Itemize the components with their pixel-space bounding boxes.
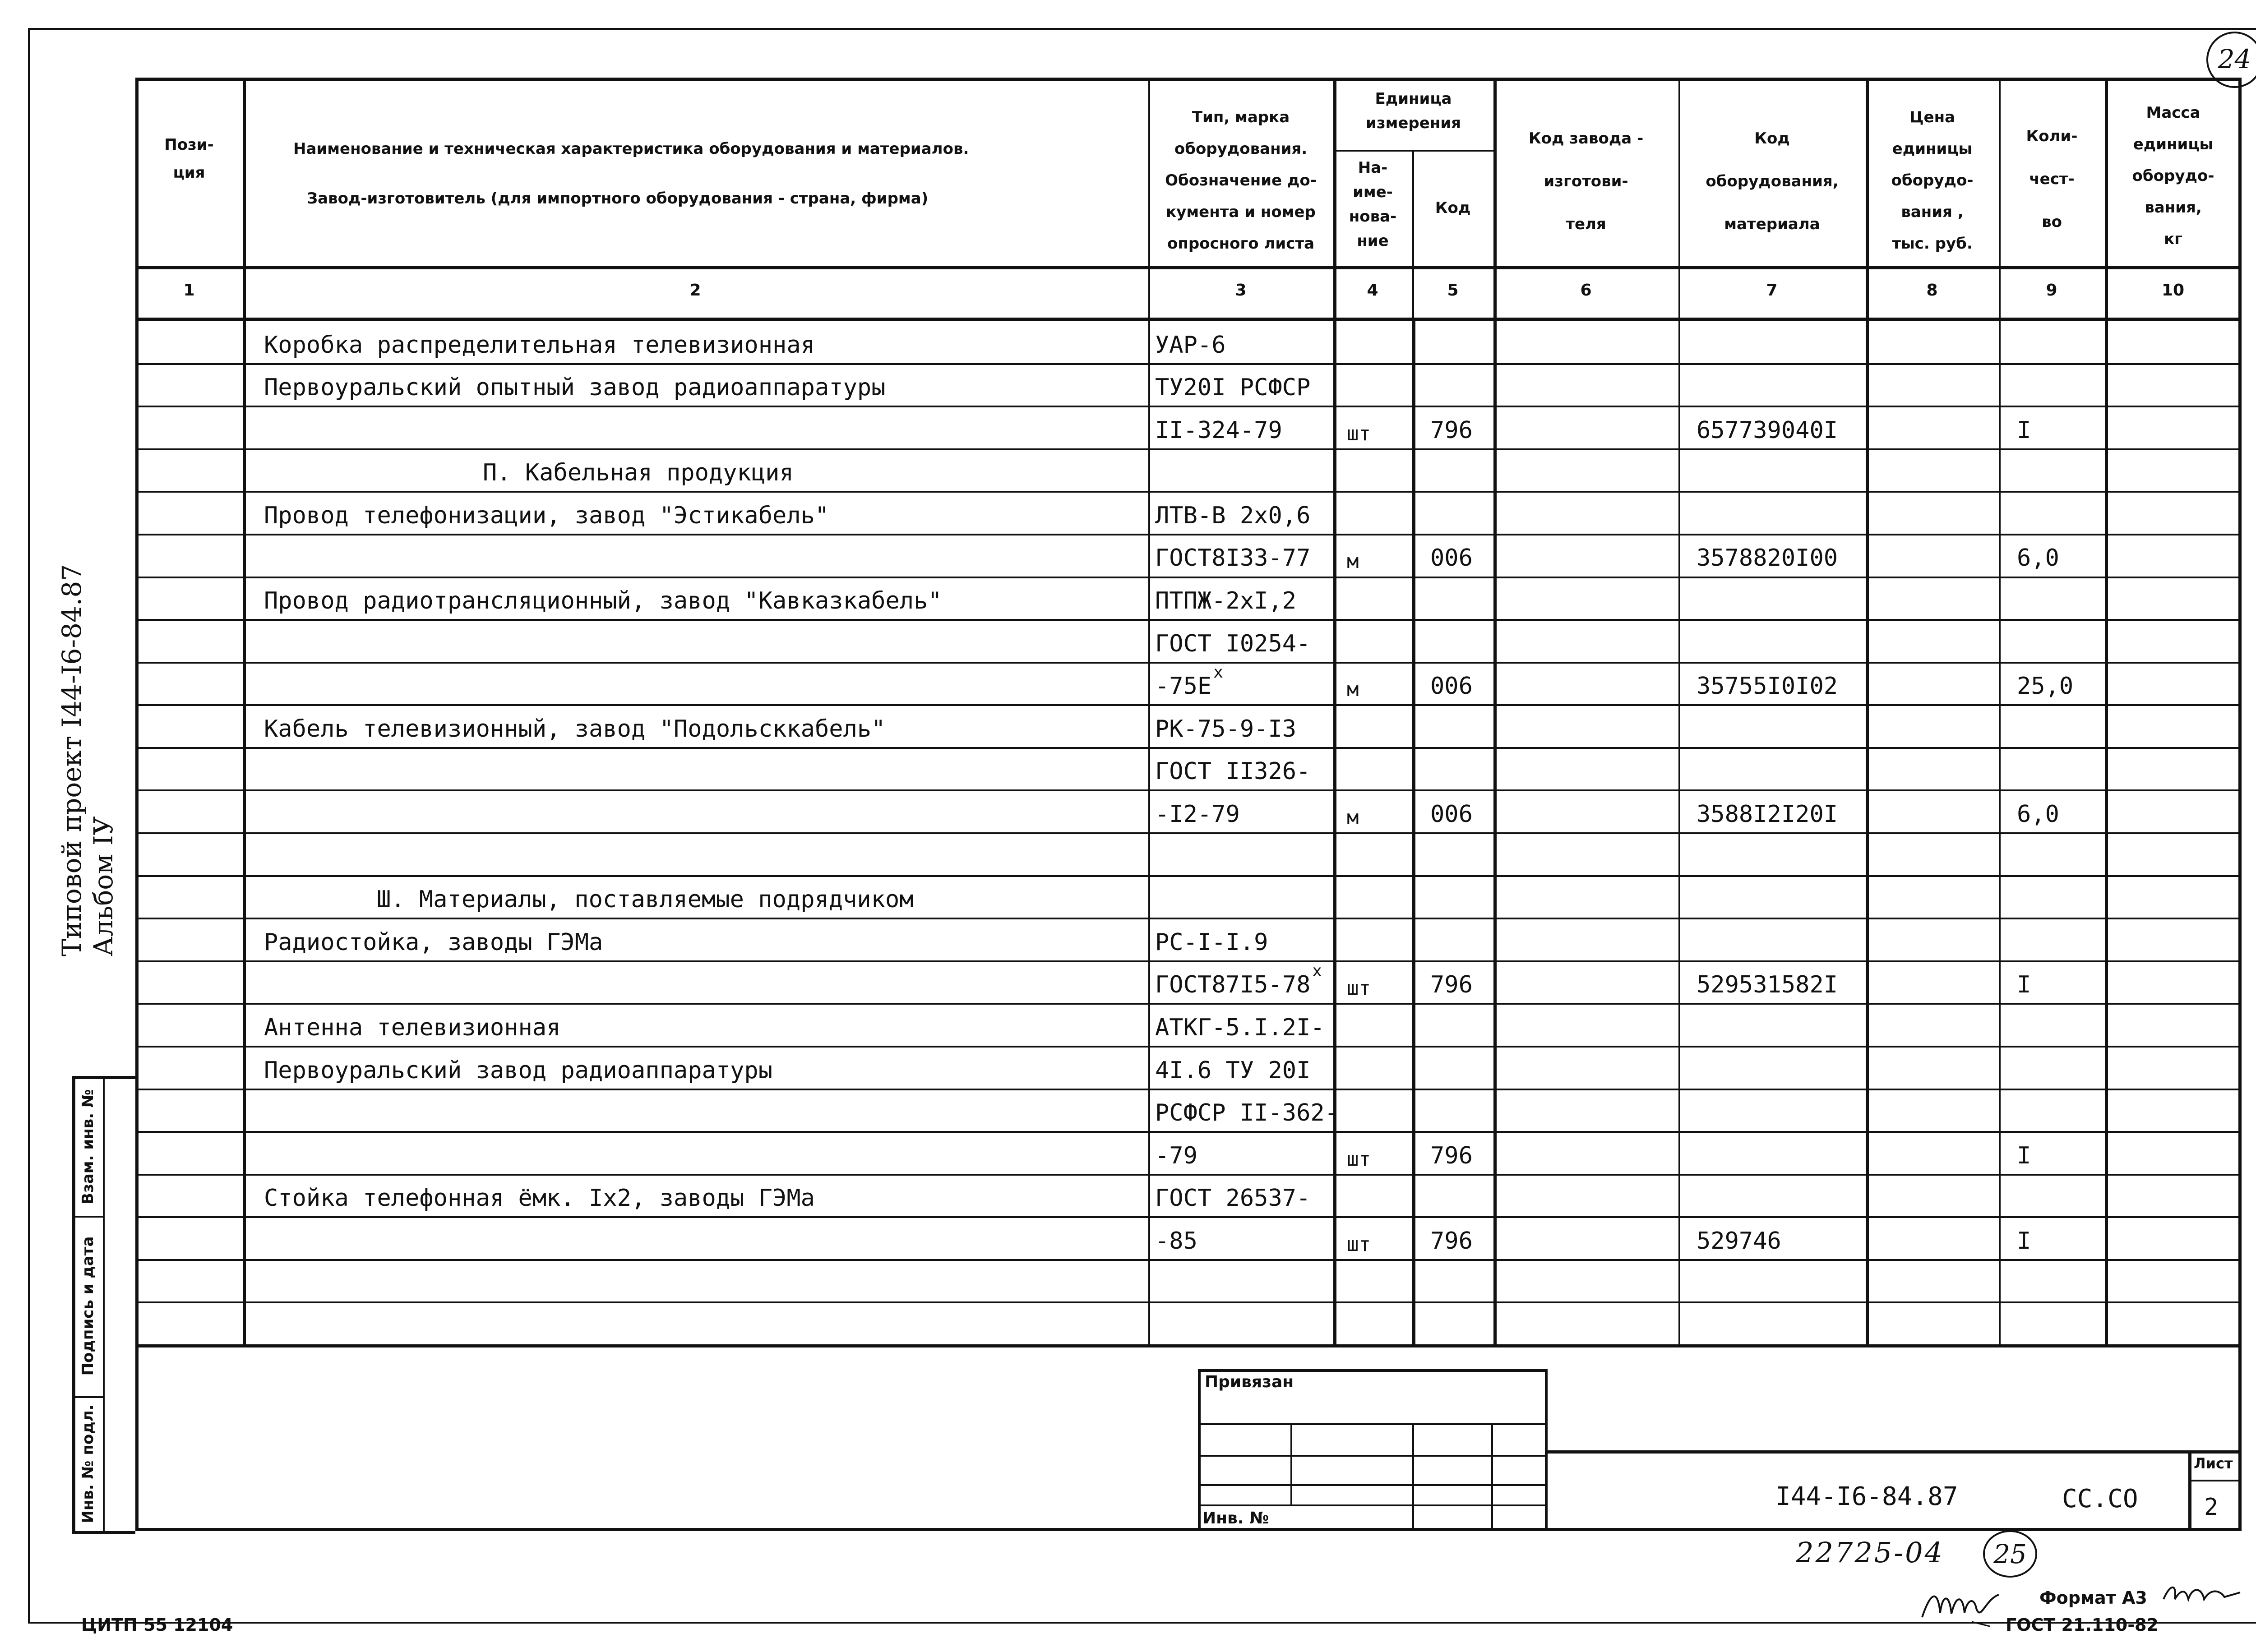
- item-name: Ш. Материалы, поставляемые подрядчиком: [377, 886, 914, 913]
- item-name: П. Кабельная продукция: [483, 459, 794, 486]
- sheet-label: Лист: [2194, 1455, 2233, 1472]
- page-number-circled-top: 24: [2206, 32, 2256, 88]
- row-divider: [135, 1131, 2242, 1133]
- row-divider: [135, 1046, 2242, 1047]
- item-type: ГОСТ87I5-78: [1155, 971, 1311, 998]
- row-divider: [135, 406, 2242, 407]
- item-type: -I2-79: [1155, 801, 1240, 828]
- superscript-mark: х: [1213, 663, 1223, 682]
- row-divider: [135, 448, 2242, 450]
- item-type: ГОСТ 26537-: [1155, 1185, 1311, 1212]
- item-type: ГОСТ I0254-: [1155, 630, 1311, 657]
- equipment-code: 3578820I00: [1697, 545, 1838, 572]
- format-label: Формат А3: [2039, 1588, 2147, 1608]
- equipment-code: 3588I2I20I: [1697, 801, 1838, 828]
- item-name: Радиостойка, заводы ГЭМа: [264, 929, 603, 956]
- row-divider: [135, 918, 2242, 919]
- page-number-circled-bottom: 25: [1983, 1530, 2037, 1578]
- item-type: ТУ20I РСФСР: [1155, 374, 1311, 401]
- row-divider: [135, 619, 2242, 621]
- column-number: 7: [1766, 281, 1778, 300]
- item-type: РК-75-9-I3: [1155, 715, 1297, 743]
- quantity: I: [2017, 1142, 2031, 1169]
- signature-small: [2161, 1579, 2242, 1610]
- item-name: Кабель телевизионный, завод "Подольсккабель": [264, 715, 886, 743]
- gost-label: ГОСТ 21.110-82: [2006, 1615, 2159, 1635]
- equipment-code: 657739040I: [1697, 417, 1838, 444]
- unit-name: шт: [1347, 1148, 1371, 1171]
- quantity: I: [2017, 1227, 2031, 1255]
- quantity: 6,0: [2017, 801, 2059, 828]
- archive-number: 22725-04: [1796, 1536, 1945, 1569]
- row-divider: [135, 747, 2242, 749]
- unit-name: м: [1347, 678, 1359, 701]
- item-type: ГОСТ8I33-77: [1155, 545, 1311, 572]
- superscript-mark: х: [1312, 962, 1322, 980]
- column-number: 1: [183, 281, 195, 300]
- item-name: Антенна телевизионная: [264, 1014, 561, 1041]
- unit-name: шт: [1347, 1233, 1371, 1256]
- column-number: 2: [689, 281, 701, 300]
- header-type: Тип, марка оборудования. Обозначение до- кумента и номер опросного листа: [1165, 108, 1317, 253]
- item-type: УАР-6: [1155, 332, 1226, 359]
- unit-code: 796: [1430, 1142, 1473, 1169]
- equipment-code: 35755I0I02: [1697, 673, 1838, 700]
- item-type: ЛТВ-В 2х0,6: [1155, 502, 1311, 529]
- header-unit-code: Код: [1435, 199, 1471, 217]
- unit-name: м: [1347, 550, 1359, 573]
- item-type: АТКГ-5.I.2I-: [1155, 1014, 1325, 1041]
- item-name: Первоуральский завод радиоаппаратуры: [264, 1057, 773, 1084]
- row-divider: [135, 1259, 2242, 1261]
- binding-label: Привязан: [1205, 1373, 1294, 1391]
- row-divider: [135, 662, 2242, 664]
- quantity: I: [2017, 971, 2031, 998]
- item-type: РС-I-I.9: [1155, 929, 1268, 956]
- header-quantity: Коли- чест- во: [2026, 127, 2078, 231]
- signature: [1918, 1581, 2003, 1631]
- row-divider: [135, 363, 2242, 365]
- item-name: Провод радиотрансляционный, завод "Кавказкабель": [264, 587, 942, 614]
- unit-code: 796: [1430, 971, 1473, 998]
- stamp-replacement-inv: Взам. инв. №: [79, 1089, 97, 1204]
- equipment-code: 529746: [1697, 1227, 1781, 1255]
- column-number: 6: [1580, 281, 1592, 300]
- column-number: 3: [1235, 281, 1247, 300]
- item-type: -79: [1155, 1142, 1197, 1169]
- side-album-label: Альбом IУ: [88, 816, 119, 956]
- row-divider: [135, 704, 2242, 706]
- inventory-number-label: Инв. №: [1202, 1509, 1269, 1527]
- citp-label: ЦИТП 55 12104: [81, 1615, 233, 1635]
- row-divider: [135, 491, 2242, 493]
- item-type: РСФСР II-362-: [1155, 1099, 1339, 1126]
- header-unit-name: На- име- нова- ние: [1349, 159, 1397, 250]
- unit-name: шт: [1347, 422, 1371, 445]
- sheet-number: 2: [2204, 1494, 2219, 1521]
- header-mass: Масса единицы оборудо- вания, кг: [2132, 104, 2214, 248]
- row-divider: [135, 534, 2242, 535]
- quantity: 6,0: [2017, 545, 2059, 572]
- item-type: II-324-79: [1155, 417, 1282, 444]
- item-type: ПТПЖ-2хI,2: [1155, 587, 1297, 614]
- row-divider: [135, 960, 2242, 962]
- column-number: 10: [2161, 281, 2185, 300]
- item-type: ГОСТ II326-: [1155, 758, 1311, 785]
- row-divider: [135, 1089, 2242, 1090]
- header-unit-group: Единица измерения: [1366, 90, 1461, 132]
- quantity: I: [2017, 417, 2031, 444]
- row-divider: [135, 577, 2242, 578]
- row-divider: [135, 1003, 2242, 1005]
- item-name: Стойка телефонная ёмк. Iх2, заводы ГЭМа: [264, 1185, 815, 1212]
- column-number: 9: [2046, 281, 2057, 300]
- unit-name: м: [1347, 806, 1359, 829]
- unit-code: 796: [1430, 1227, 1473, 1255]
- binding-block: [1198, 1369, 1548, 1531]
- unit-code: 006: [1430, 545, 1473, 572]
- row-divider: [135, 789, 2242, 791]
- row-divider: [135, 1301, 2242, 1303]
- column-number: 5: [1447, 281, 1459, 300]
- item-name: Провод телефонизации, завод "Эстикабель": [264, 502, 829, 529]
- header-price: Цена единицы оборудо- вания , тыс. руб.: [1891, 108, 1974, 253]
- row-divider: [135, 875, 2242, 877]
- header-position: Пози- ция: [164, 136, 214, 182]
- unit-code: 006: [1430, 673, 1473, 700]
- unit-name: шт: [1347, 977, 1371, 1000]
- item-name: Первоуральский опытный завод радиоаппаратуры: [264, 374, 886, 401]
- header-plant-code: Код завода - изготови- теля: [1528, 129, 1644, 233]
- stamp-signature-date: Подпись и дата: [79, 1236, 97, 1376]
- row-divider: [135, 1174, 2242, 1176]
- stamp-original-inv: Инв. № подл.: [79, 1404, 97, 1523]
- item-type: 4I.6 ТУ 20I: [1155, 1057, 1311, 1084]
- row-divider: [135, 1216, 2242, 1218]
- item-type: -75Е: [1155, 673, 1212, 700]
- item-type: -85: [1155, 1227, 1197, 1255]
- row-divider: [135, 832, 2242, 834]
- side-project-label: Типовой проект I44-I6-84.87: [56, 564, 87, 956]
- quantity: 25,0: [2017, 673, 2074, 700]
- unit-code: 796: [1430, 417, 1473, 444]
- equipment-code: 529531582I: [1697, 971, 1838, 998]
- header-equipment-code: Код оборудования, материала: [1706, 129, 1839, 233]
- document-mark: СС.СО: [2062, 1484, 2138, 1514]
- document-code: I44-I6-84.87: [1775, 1482, 1958, 1511]
- column-number: 4: [1367, 281, 1378, 300]
- header-name: Наименование и техническая характеристика оборудования и материалов. Завод-изготовитель (для импортного оборудования - страна, фирма): [293, 140, 969, 208]
- column-number: 8: [1926, 281, 1938, 300]
- item-name: Коробка распределительная телевизионная: [264, 332, 815, 359]
- unit-code: 006: [1430, 801, 1473, 828]
